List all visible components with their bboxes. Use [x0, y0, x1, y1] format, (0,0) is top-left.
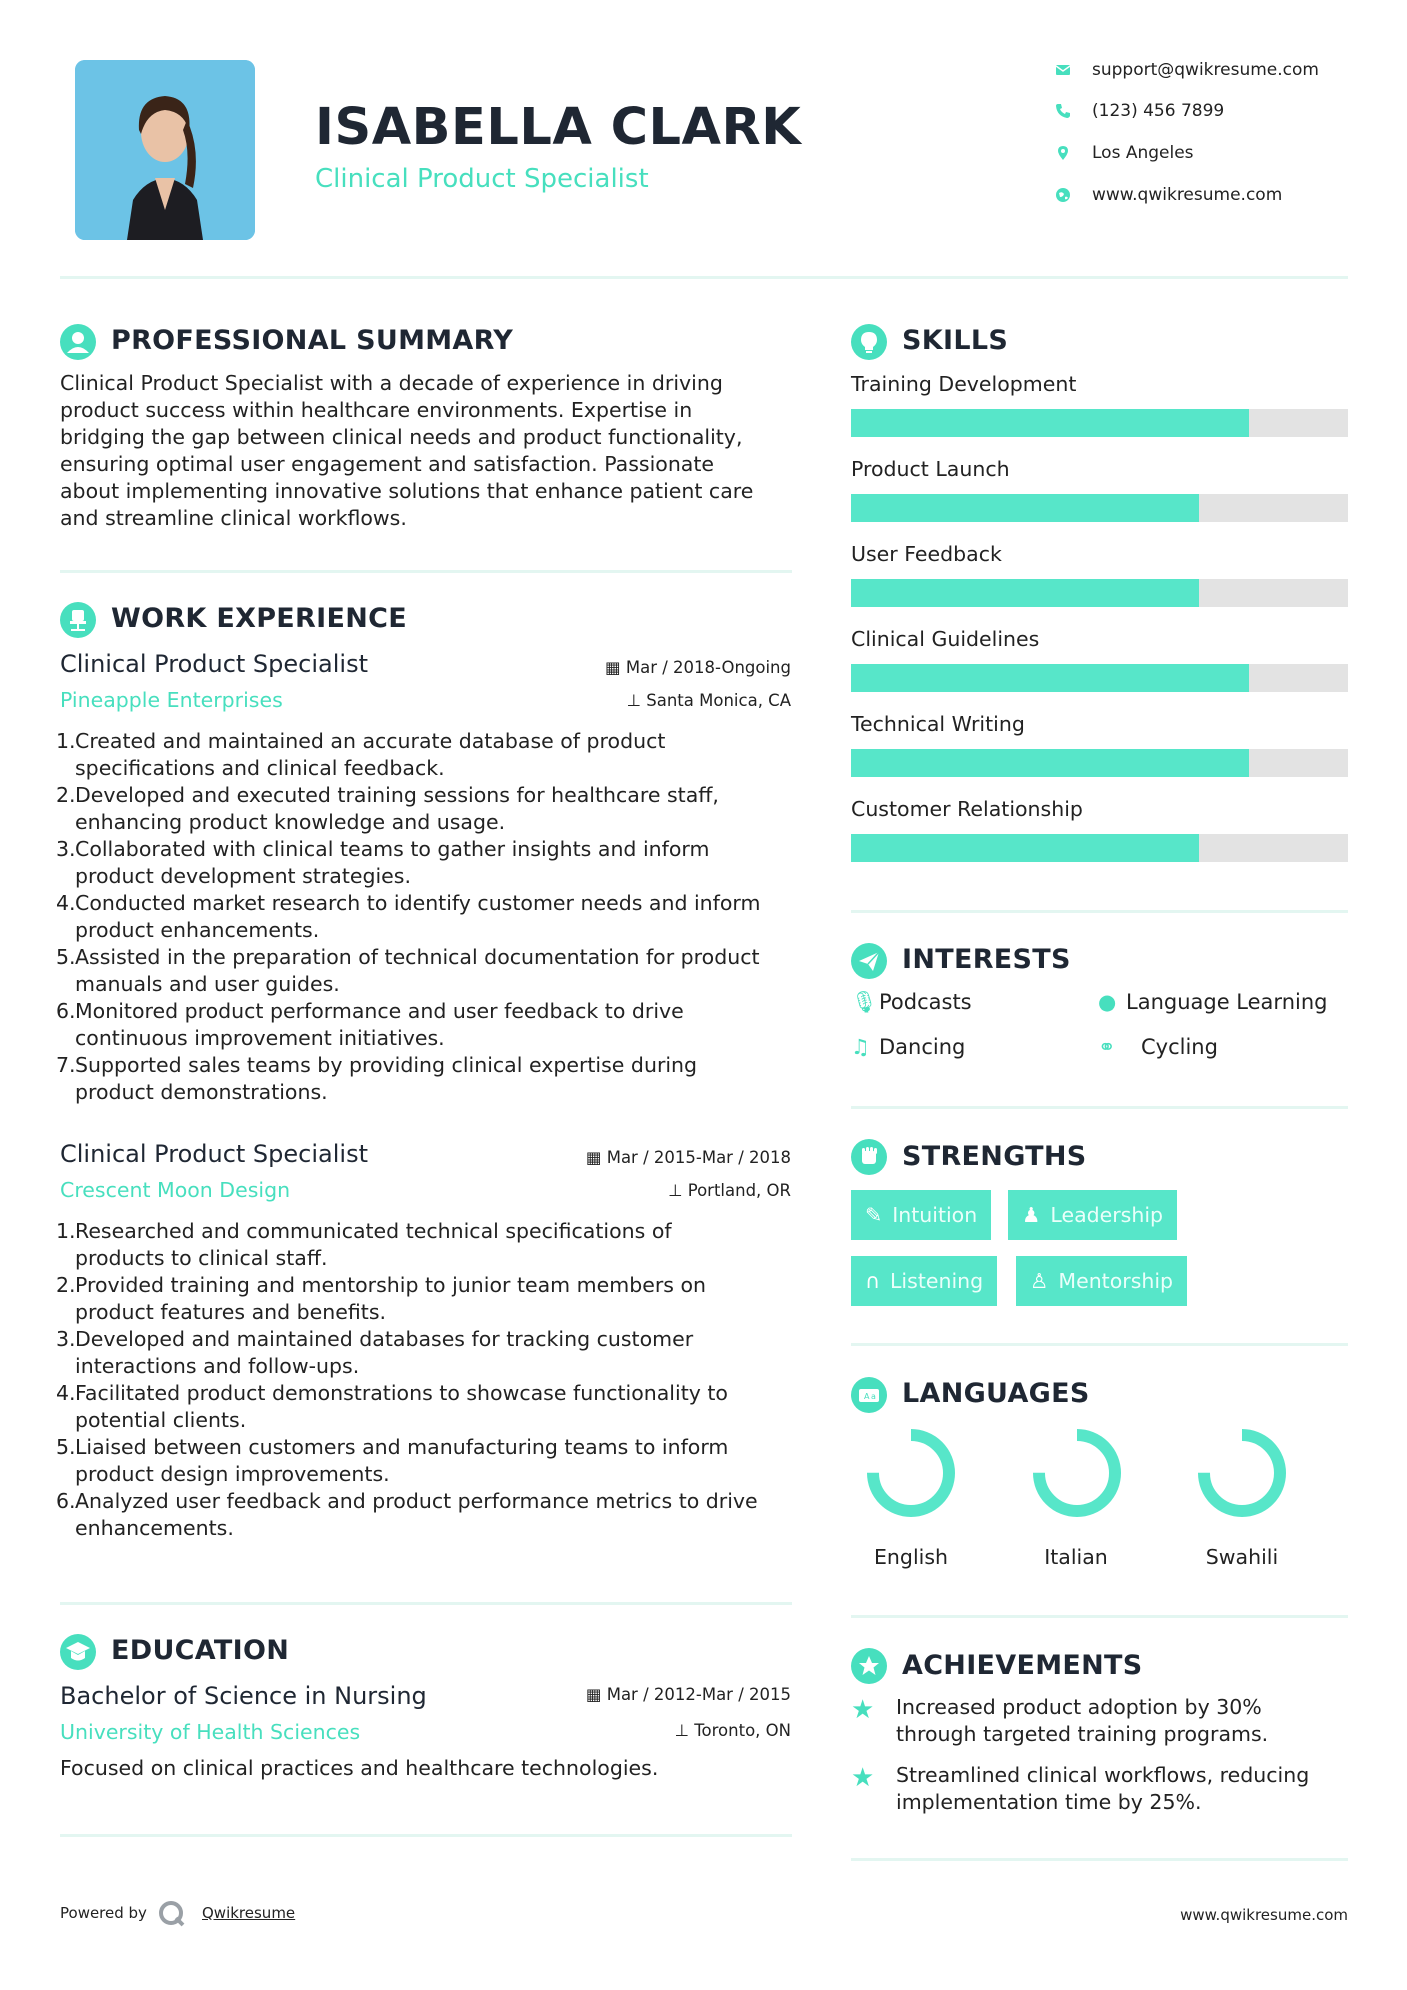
job-location-text: Portland, OR	[687, 1181, 791, 1200]
strength-chip	[1016, 1256, 1187, 1306]
interest-cycling	[1098, 1035, 1218, 1059]
education-location	[675, 1721, 791, 1740]
interest-label: Language Learning	[1126, 990, 1328, 1014]
experience-divider	[60, 1602, 792, 1605]
strength-label: Mentorship	[1058, 1269, 1174, 1293]
pin-icon: ⊥	[626, 691, 642, 710]
summary-line: Clinical Product Specialist with a decade of experience in driving	[60, 371, 723, 395]
achievements-divider	[851, 1858, 1348, 1861]
language-ring	[873, 1435, 949, 1511]
list-item: 7. Supported sales teams by providing clinical expertise during product demonstrations.	[56, 1053, 698, 1104]
school-name: University of Health Sciences	[60, 1720, 361, 1744]
education-dates	[586, 1685, 791, 1704]
summary-line: about implementing innovative solutions that enhance patient care	[60, 479, 754, 503]
skill-label: Product Launch	[851, 457, 1010, 481]
candidate-title: Clinical Product Specialist	[315, 164, 649, 194]
user-plus-icon: ♙	[1030, 1269, 1049, 1293]
users-icon: ♟	[1022, 1203, 1041, 1227]
job-title: Clinical Product Specialist	[60, 650, 368, 678]
contact-location-text: Los Angeles	[1092, 143, 1194, 163]
summary-line: bridging the gap between clinical needs and product functionality,	[60, 425, 743, 449]
job-company: Pineapple Enterprises	[60, 688, 283, 712]
degree-title: Bachelor of Science in Nursing	[60, 1682, 427, 1710]
strength-chip	[1008, 1190, 1177, 1240]
star-icon: ★	[851, 1763, 875, 1793]
education-description: Focused on clinical practices and healthcare technologies.	[60, 1756, 659, 1780]
wand-icon: ✎	[865, 1203, 883, 1227]
calendar-icon: ▦	[605, 658, 621, 677]
strength-label: Leadership	[1050, 1203, 1164, 1227]
job-location-text: Santa Monica, CA	[646, 691, 791, 710]
skill-bar-fill	[851, 579, 1199, 607]
strength-chip	[851, 1190, 991, 1240]
language-section-icon	[851, 1377, 887, 1413]
music-icon: ♫	[851, 1035, 870, 1059]
interest-dancing	[851, 1035, 965, 1059]
list-item: 2. Developed and executed training sessions for healthcare staff, enhancing product knowledge and usage.	[56, 783, 719, 834]
experience-heading: WORK EXPERIENCE	[111, 603, 407, 634]
summary-heading: PROFESSIONAL SUMMARY	[111, 325, 514, 356]
list-item: 1. Created and maintained an accurate database of product specifications and clinical feedback.	[56, 729, 666, 780]
list-item: 2. Provided training and mentorship to junior team members on product features and benefits.	[56, 1273, 706, 1324]
list-item: 3. Developed and maintained databases for tracking customer interactions and follow-ups.	[56, 1327, 694, 1378]
strength-label: Listening	[890, 1269, 984, 1293]
list-item: 4. Facilitated product demonstrations to showcase functionality to potential clients.	[56, 1381, 728, 1432]
globe-icon	[1055, 187, 1071, 203]
interest-label: Cycling	[1141, 1035, 1218, 1059]
education-divider	[60, 1834, 792, 1837]
job-responsibilities	[56, 1218, 801, 1542]
skill-label: Customer Relationship	[851, 797, 1083, 821]
interests-divider	[851, 1106, 1348, 1109]
interest-podcasts	[851, 990, 972, 1015]
star-icon: ★	[851, 1695, 875, 1725]
star-section-icon	[851, 1648, 887, 1684]
skill-label: Technical Writing	[851, 712, 1025, 736]
map-pin-icon	[1055, 145, 1071, 161]
job-location	[627, 691, 791, 710]
skill-bar	[851, 749, 1348, 777]
strengths-divider	[851, 1343, 1348, 1346]
strength-chip	[851, 1256, 997, 1306]
languages-rings	[851, 1425, 1348, 1535]
pin-icon: ⊥	[668, 1181, 683, 1200]
achievement-item	[896, 1694, 1348, 1748]
job-dates-text: Mar / 2015-Mar / 2018	[606, 1148, 791, 1167]
skill-bar-fill	[851, 409, 1249, 437]
language-label: English	[873, 1545, 949, 1569]
list-item: 4. Conducted market research to identify customer needs and inform product enhancements.	[56, 891, 761, 942]
languages-divider	[851, 1615, 1348, 1618]
achievement-line: Streamlined clinical workflows, reducing	[896, 1763, 1310, 1787]
powered-by-text: Powered by	[60, 1904, 147, 1922]
language-label: Italian	[1044, 1545, 1108, 1569]
language-label: Swahili	[1205, 1545, 1279, 1569]
list-item: 6. Monitored product performance and user feedback to drive continuous improvement initiatives.	[56, 999, 684, 1050]
skills-heading: SKILLS	[902, 325, 1009, 356]
achievements-heading: ACHIEVEMENTS	[902, 1650, 1143, 1681]
education-dates-text: Mar / 2012-Mar / 2015	[606, 1685, 791, 1704]
lightbulb-section-icon	[851, 324, 887, 360]
chair-section-icon	[60, 602, 96, 638]
skill-bar	[851, 494, 1348, 522]
achievement-line: Increased product adoption by 30%	[896, 1695, 1262, 1719]
pin-icon: ⊥	[674, 1721, 690, 1740]
skill-bar-fill	[851, 749, 1249, 777]
job-dates	[605, 658, 791, 677]
calendar-icon: ▦	[585, 1148, 602, 1167]
summary-line: ensuring optimal user engagement and satisfaction. Passionate	[60, 452, 715, 476]
skill-label: User Feedback	[851, 542, 1002, 566]
summary-line: product success within healthcare environments. Expertise in	[60, 398, 693, 422]
list-item: 5. Assisted in the preparation of technical documentation for product manuals and user guides.	[56, 945, 760, 996]
summary-divider	[60, 570, 792, 573]
skill-bar	[851, 409, 1348, 437]
job-title: Clinical Product Specialist	[60, 1140, 368, 1168]
interest-label: Podcasts	[879, 990, 972, 1014]
header-divider	[60, 276, 1348, 279]
headphones-icon: ∩	[865, 1269, 881, 1293]
contact-phone-text: (123) 456 7899	[1092, 101, 1225, 121]
calendar-icon: ▦	[585, 1685, 602, 1704]
fist-section-icon	[851, 1139, 887, 1175]
contact-email-text: support@qwikresume.com	[1092, 60, 1319, 80]
education-heading: EDUCATION	[111, 1635, 290, 1666]
language-ring	[1204, 1435, 1280, 1511]
profile-photo	[75, 60, 255, 240]
job-dates-text: Mar / 2018-Ongoing	[625, 658, 791, 677]
summary-text	[60, 370, 800, 532]
summary-line: and streamline clinical workflows.	[60, 506, 407, 530]
job-location	[668, 1181, 791, 1200]
skill-bar	[851, 579, 1348, 607]
skill-bar	[851, 664, 1348, 692]
graduation-section-icon	[60, 1634, 96, 1670]
skill-bar-fill	[851, 834, 1199, 862]
achievement-line: through targeted training programs.	[896, 1722, 1269, 1746]
job-responsibilities	[56, 728, 801, 1106]
list-item: 3. Collaborated with clinical teams to gather insights and inform product development strategies.	[56, 837, 710, 888]
language-ring	[1039, 1435, 1115, 1511]
strength-label: Intuition	[892, 1203, 978, 1227]
skills-list	[851, 372, 1348, 862]
interest-language-learning	[1098, 990, 1327, 1014]
bicycle-icon: ⚭	[1098, 1035, 1116, 1059]
job-company: Crescent Moon Design	[60, 1178, 291, 1202]
job-dates	[586, 1148, 791, 1167]
skill-bar-fill	[851, 494, 1199, 522]
achievement-line: implementation time by 25%.	[896, 1790, 1202, 1814]
contact-website-text: www.qwikresume.com	[1092, 185, 1283, 205]
education-location-text: Toronto, ON	[694, 1721, 791, 1740]
achievement-item	[896, 1762, 1348, 1816]
candidate-name: ISABELLA CLARK	[315, 98, 802, 157]
qwikresume-logo-icon	[156, 1898, 188, 1930]
skill-label: Clinical Guidelines	[851, 627, 1040, 651]
svg-text:A: A	[864, 1392, 870, 1401]
phone-icon	[1055, 103, 1071, 119]
list-item: 1. Researched and communicated technical specifications of products to clinical staff.	[56, 1219, 672, 1270]
strengths-heading: STRENGTHS	[902, 1141, 1087, 1172]
svg-text:a: a	[871, 1392, 876, 1401]
qwikresume-link[interactable]: Qwikresume	[202, 1904, 296, 1922]
languages-heading: LANGUAGES	[902, 1378, 1090, 1409]
skills-divider	[851, 910, 1348, 913]
footer-url[interactable]: www.qwikresume.com	[1180, 1906, 1348, 1924]
paper-plane-section-icon	[851, 943, 887, 979]
microphone-icon: 🎙︎	[851, 990, 878, 1014]
skill-bar	[851, 834, 1348, 862]
envelope-icon	[1055, 62, 1071, 78]
user-section-icon	[60, 324, 96, 360]
skill-bar-fill	[851, 664, 1249, 692]
list-item: 5. Liaised between customers and manufacturing teams to inform product design improvements.	[56, 1435, 729, 1486]
list-item: 6. Analyzed user feedback and product performance metrics to drive enhancements.	[56, 1489, 758, 1540]
globe-icon: ●	[1098, 990, 1117, 1014]
interest-label: Dancing	[879, 1035, 966, 1059]
interests-heading: INTERESTS	[902, 944, 1071, 975]
skill-label: Training Development	[851, 372, 1077, 396]
